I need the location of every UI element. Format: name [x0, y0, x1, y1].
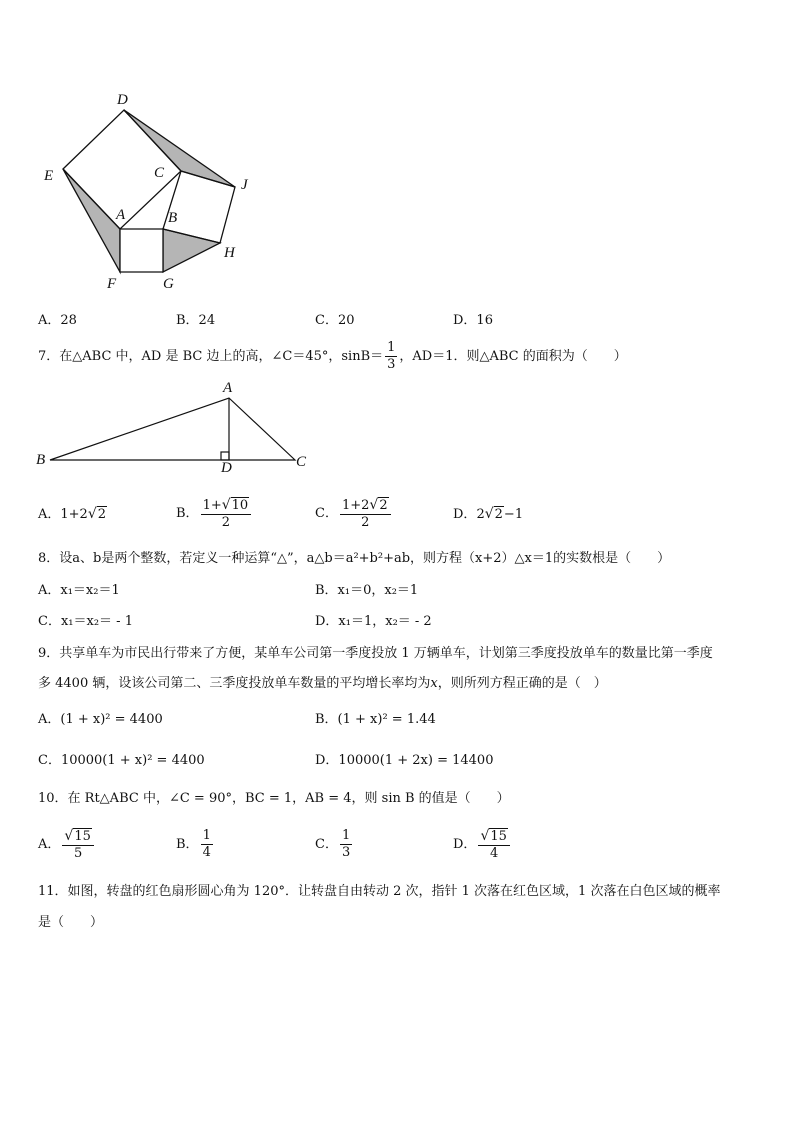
q10-opt-a-num-rad: 15	[74, 828, 91, 844]
q7-opt-d-rad: 2	[494, 507, 503, 522]
label-h: H	[224, 245, 235, 261]
label-g: G	[163, 276, 174, 292]
q8-option-c[interactable]: C．x₁＝x₂＝ - 1	[38, 614, 133, 629]
q10-opt-b-label: B．	[176, 837, 199, 852]
q10-opt-d-fraction	[478, 828, 509, 862]
q7-opt-b-num-rad: 10	[231, 497, 249, 513]
q8-option-d[interactable]: D．x₁＝1，x₂＝ - 2	[315, 614, 432, 629]
q7-opt-b-num-pre: 1+	[202, 497, 222, 513]
q10-opt-b-num: 1	[202, 828, 211, 843]
label-a: A	[116, 207, 126, 223]
q7-frac-den: 3	[387, 357, 396, 372]
square-abgf	[120, 229, 163, 272]
sqrt-icon: √	[484, 506, 494, 522]
q9-stem-line1: 9．共享单车为市民出行带来了方便，某单车公司第一季度投放 1 万辆单车，计划第三季度投放单车的数量比第一季度	[38, 646, 713, 661]
q7-option-a[interactable]	[38, 502, 107, 527]
q7-option-c[interactable]	[315, 492, 393, 536]
label-c: C	[296, 454, 307, 470]
q6-option-c[interactable]: C．20	[315, 313, 355, 328]
q10-opt-c-label: C．	[315, 837, 338, 852]
q7-stem-prefix: 7．在△ABC 中，AD 是 BC 边上的高，∠C＝45°，sinB＝	[38, 349, 384, 364]
q9-line2-pre: 多 4400 辆，设该公司第二、三季度投放单车数量的平均增长率均为	[38, 676, 431, 691]
q10-opt-a-fraction	[62, 828, 93, 862]
q11-stem-line1: 11．如图，转盘的红色扇形圆心角为 120°．让转盘自由转动 2 次，指针 1 次落在红色区域，1 次落在白色区域的概率	[38, 884, 721, 899]
q8-option-b[interactable]: B．x₁＝0，x₂＝1	[315, 583, 419, 598]
q9-stem-line2	[38, 674, 607, 694]
q10-opt-d-den: 4	[490, 845, 499, 861]
right-angle-mark	[221, 452, 229, 460]
q7-opt-c-fraction	[340, 497, 391, 531]
q7-option-b[interactable]	[176, 492, 253, 536]
figure-squares-triangles	[38, 88, 268, 293]
q10-option-c[interactable]	[315, 823, 354, 867]
q9-option-c[interactable]: C．10000(1 + x)² = 4400	[38, 753, 205, 768]
label-a: A	[223, 380, 233, 396]
q10-opt-a-den: 5	[73, 845, 83, 861]
sqrt-icon: √	[221, 496, 231, 513]
label-f: F	[107, 276, 117, 292]
q10-opt-a-label: A．	[38, 837, 61, 852]
q6-option-d[interactable]: D．16	[453, 313, 493, 328]
label-b: B	[36, 452, 46, 468]
q6-option-b[interactable]: B．24	[176, 313, 216, 328]
q11-stem-line2: 是（ ）	[38, 915, 104, 930]
q7-option-d[interactable]	[453, 502, 523, 527]
q7-opt-d-post: −1	[503, 507, 524, 522]
triangle-abc	[50, 398, 295, 460]
q7-opt-b-label: B．	[176, 506, 199, 521]
q9-option-b[interactable]: B．(1 + x)² = 1.44	[315, 712, 436, 727]
q10-option-b[interactable]	[176, 823, 215, 867]
q7-opt-a-label: A．	[38, 507, 61, 522]
q7-stem-suffix: ，AD＝1．则△ABC 的面积为（ ）	[399, 349, 627, 364]
q10-option-d[interactable]	[453, 823, 512, 867]
q6-option-a[interactable]: A．28	[38, 313, 77, 328]
q10-opt-d-num-rad: 15	[490, 828, 507, 844]
q7-sinb-fraction	[385, 340, 397, 373]
q10-opt-c-num: 1	[341, 828, 351, 843]
sqrt-icon: √	[87, 506, 97, 522]
q7-opt-a-rad: 2	[97, 507, 107, 522]
q8-stem: 8．设a、b是两个整数，若定义一种运算“△”，a△b＝a²+b²+ab，则方程（x+2）△x＝1的实数根是（ ）	[38, 551, 671, 566]
q10-stem: 10．在 Rt△ABC 中，∠C = 90°，BC = 1，AB = 4，则 sin B 的值是（ ）	[38, 791, 510, 806]
q7-opt-a-pre: 1+2	[60, 507, 88, 522]
q7-stem	[38, 340, 627, 374]
q7-opt-b-fraction	[201, 497, 252, 531]
q7-opt-c-num-pre: 1+2	[341, 497, 370, 513]
q7-opt-c-label: C．	[315, 506, 338, 521]
q10-opt-d-label: D．	[453, 837, 477, 852]
q9-option-a[interactable]: A．(1 + x)² = 4400	[38, 712, 163, 727]
sqrt-icon: √	[64, 827, 74, 844]
label-d: D	[221, 460, 232, 476]
q7-opt-c-num-rad: 2	[379, 497, 388, 513]
q7-opt-b-den: 2	[221, 514, 231, 530]
q7-opt-d-pre: 2	[476, 507, 485, 522]
q9-line2-var: x	[430, 676, 438, 691]
sqrt-icon: √	[480, 827, 490, 844]
q10-opt-c-den: 3	[341, 845, 351, 860]
label-c: C	[154, 165, 165, 181]
q10-opt-b-fraction	[201, 828, 213, 861]
label-b: B	[168, 210, 178, 226]
label-d: D	[117, 92, 128, 108]
q9-option-d[interactable]: D．10000(1 + 2x) = 14400	[315, 753, 494, 768]
q7-opt-d-label: D．	[453, 507, 477, 522]
sqrt-icon: √	[369, 496, 379, 513]
q7-frac-num: 1	[387, 340, 396, 355]
q10-opt-b-den: 4	[202, 845, 211, 860]
q9-line2-post: ，则所列方程正确的是（ ）	[437, 676, 607, 691]
figure-triangle-abc	[30, 378, 320, 476]
label-e: E	[44, 168, 54, 184]
q10-opt-c-fraction	[340, 828, 352, 861]
label-j: J	[241, 177, 248, 193]
q8-option-a[interactable]: A．x₁＝x₂＝1	[38, 583, 120, 598]
q7-opt-c-den: 2	[361, 514, 370, 530]
q10-option-a[interactable]	[38, 823, 96, 867]
